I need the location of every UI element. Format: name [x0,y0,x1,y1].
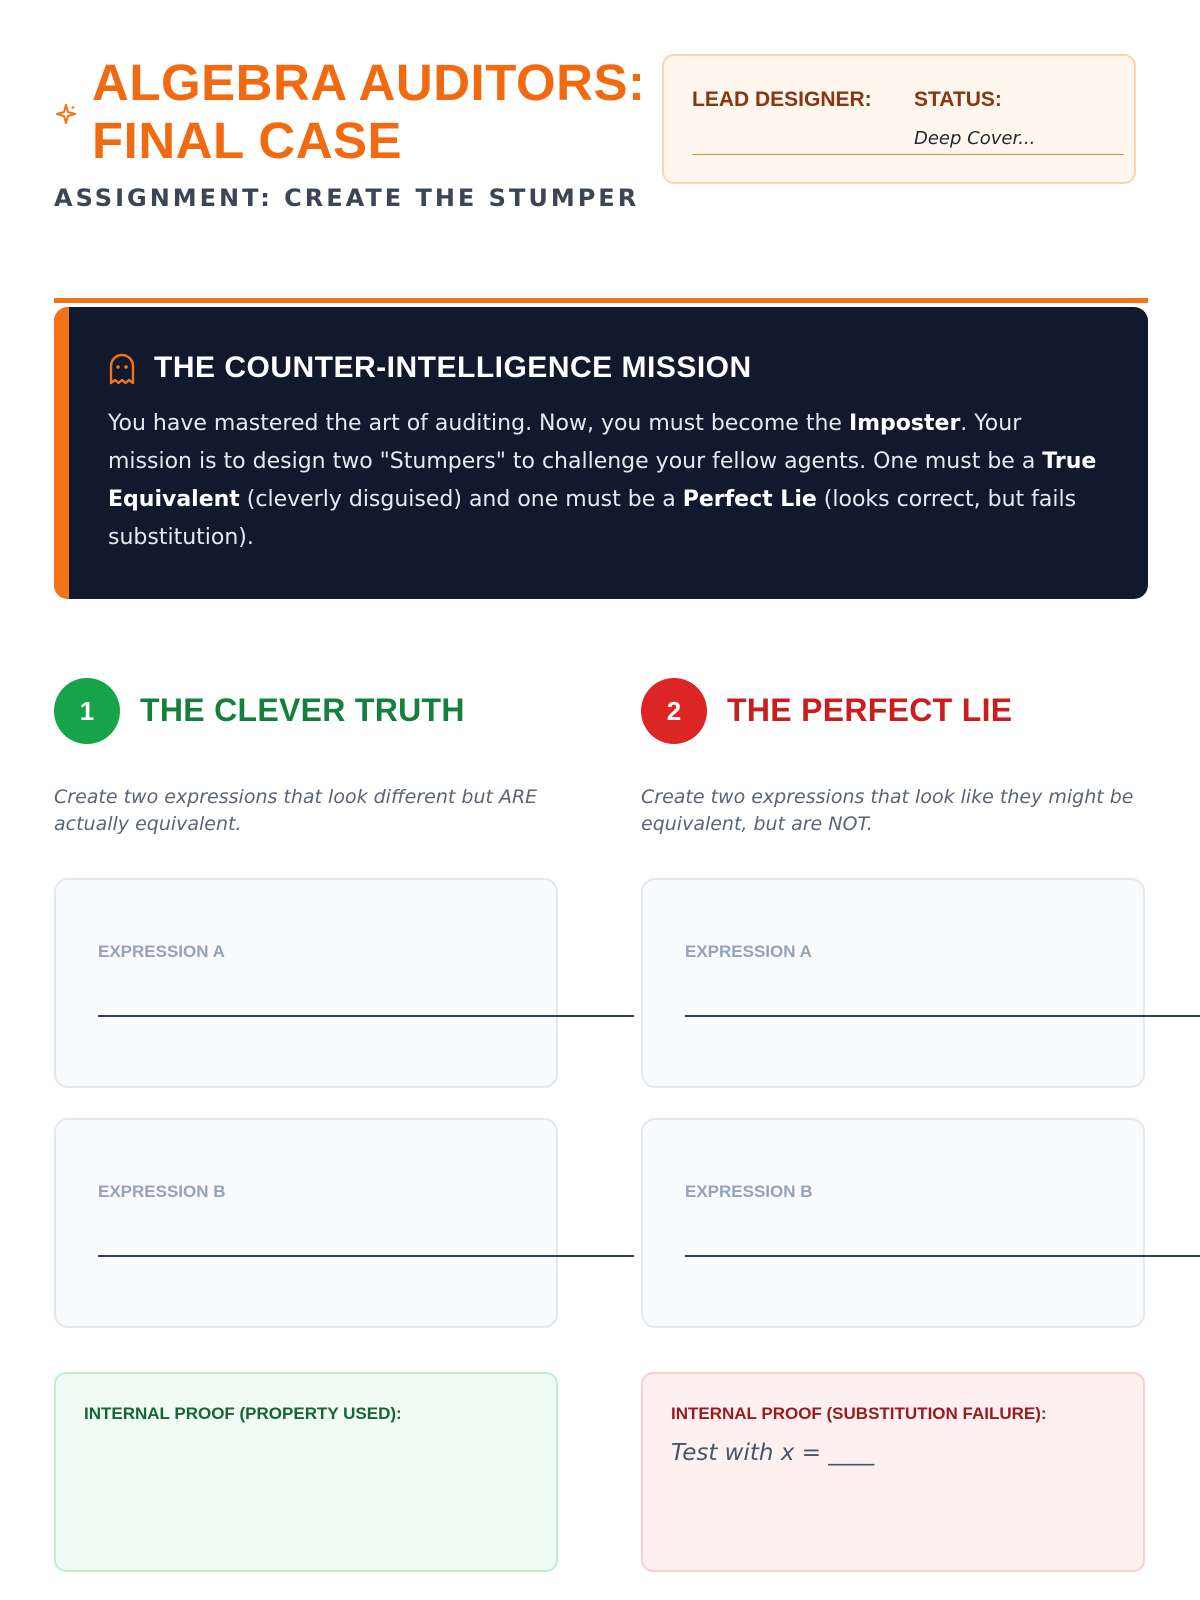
mission-accent-bar [54,307,69,599]
assignment-subtitle: ASSIGNMENT: CREATE THE STUMPER [54,184,640,212]
property-proof-label: INTERNAL PROOF (PROPERTY USED): [84,1404,402,1423]
expression-b-label: EXPRESSION B [685,1182,813,1201]
property-proof-box[interactable] [54,1372,558,1572]
expression-a-label: EXPRESSION A [685,942,812,961]
expression-a-answer-line[interactable] [98,1015,634,1017]
lead-designer-label: LEAD DESIGNER: [692,88,872,111]
expression-a-label: EXPRESSION A [98,942,225,961]
worksheet-page [54,0,1148,1600]
expression-b-box [54,1118,558,1328]
expression-a-answer-line[interactable] [685,1015,1200,1017]
perfect-lie-title: THE PERFECT LIE [727,692,1013,728]
true-equivalent-emphasis: True Equivalent [108,449,1097,512]
expression-b-box [641,1118,1145,1328]
expression-a-box [641,878,1145,1088]
header-divider [54,298,1148,303]
mission-description: You have mastered the art of auditing. Now, you must become the Imposter. Your mission is to design two "Stumpers" to challenge your fellow agents. One must be a True Equivalent (cleverly disguised) and one must be a Perfect Lie (looks correct, but fails substitution). [108,411,1097,550]
substitution-proof-label: INTERNAL PROOF (SUBSTITUTION FAILURE): [671,1404,1047,1423]
designer-info-box [662,54,1136,184]
page-title: ALGEBRA AUDITORS: FINAL CASE [92,54,646,169]
designer-name-line[interactable] [692,154,1124,155]
sparkle-icon [54,102,78,126]
test-value-prompt[interactable]: Test with x = ____ [671,1440,875,1466]
clever-truth-title: THE CLEVER TRUTH [140,692,465,728]
perfect-lie-emphasis: Perfect Lie [682,487,817,512]
clever-truth-instructions: Create two expressions that look different but ARE actually equivalent. [54,786,538,835]
step-badge-1: 1 [54,678,120,744]
mission-box [54,307,1148,599]
clever-truth-column [54,678,558,1578]
substitution-proof-box[interactable] [641,1372,1145,1572]
imposter-emphasis: Imposter [848,411,961,436]
perfect-lie-instructions: Create two expressions that look like they might be equivalent, but are NOT. [641,786,1134,835]
step-badge-2: 2 [641,678,707,744]
expression-a-box [54,878,558,1088]
ghost-icon [108,353,136,385]
status-label: STATUS: [914,88,1002,111]
expression-b-answer-line[interactable] [685,1255,1200,1257]
status-value: Deep Cover... [914,128,1036,149]
header [54,52,1148,252]
mission-title: THE COUNTER-INTELLIGENCE MISSION [154,351,752,384]
expression-b-label: EXPRESSION B [98,1182,226,1201]
expression-b-answer-line[interactable] [98,1255,634,1257]
perfect-lie-column [641,678,1145,1578]
